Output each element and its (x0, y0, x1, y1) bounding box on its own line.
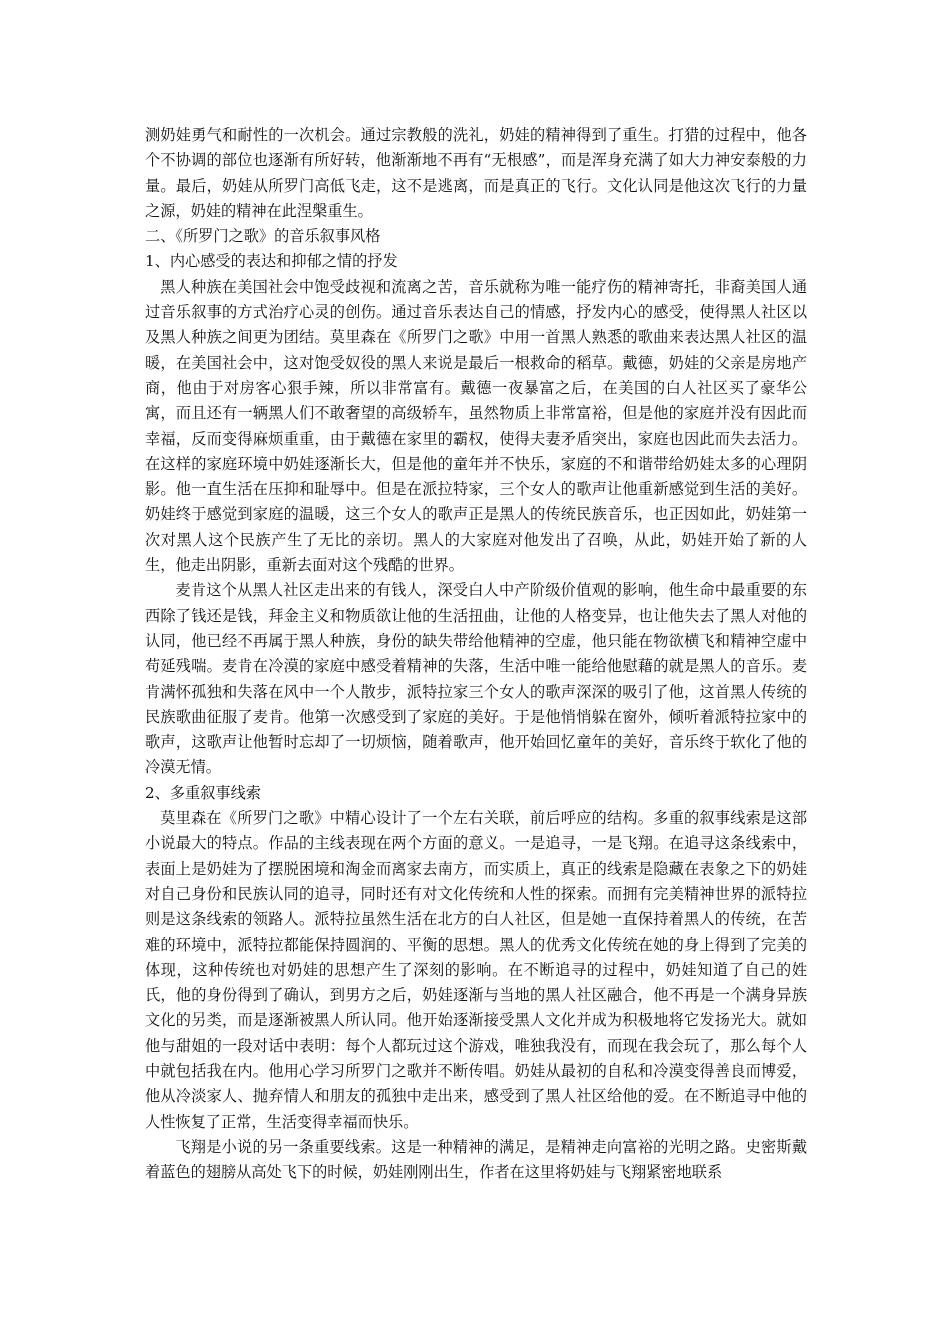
section-heading-music-narrative: 二、《所罗门之歌》的音乐叙事风格 (145, 227, 381, 246)
paragraph-pursuit-thread: 莫里森在《所罗门之歌》中精心设计了一个左右关联，前后呼应的结构。多重的叙事线索是这部小说最大的特点。作品的主线表现在两个方面的意义。一是追寻，一是飞翔。在追寻这条线索中，表面上是奶娃为了摆脱困境和淘金而离家去南方，而实质上，真正的线索是隐藏在表象之下的奶娃对自己身份和民族认同的追寻，同时还有对文化传统和人性的探索。而拥有完美精神世界的派特拉则是这条线索的领路人。派特拉虽然生活在北方的白人社区，但是她一直保持着黑人的传统，在苦难的环境中，派特拉都能保持圆润的、平衡的思想。黑人的优秀文化传统在她的身上得到了完美的体现，这种传统也对奶娃的思想产生了深刻的影响。在不断追寻的过程中，奶娃知道了自己的姓氏，他的身份得到了确认，到男方之后，奶娃逐渐与当地的黑人社区融合，他不再是一个满身异族文化的另类，而是逐渐被黑人所认同。他开始逐渐接受黑人文化并成为积极地将它发扬光大。就如他与甜姐的一段对话中表明：每个人都玩过这个游戏，唯独我没有，而现在我会玩了，那么每个人中就包括我在内。他用心学习所罗门之歌并不断传唱。奶娃从最初的自私和冷漠变得善良而博爱，他从冷淡家人、抛弃情人和朋友的孤独中走出来，感受到了黑人社区给他的爱。在不断追寻中他的人性恢复了正常，生活变得幸福而快乐。 (145, 809, 807, 1131)
document-page (145, 123, 807, 1185)
paragraph-intro: 测奶娃勇气和耐性的一次机会。通过宗教般的洗礼，奶娃的精神得到了重生。打猎的过程中，他各个不协调的部位也逐渐有所好转，他渐渐地不再有“无根感”，而是浑身充满了如大力神安泰般的力量。最后，奶娃从所罗门高低飞走，这不是逃离，而是真正的飞行。文化认同是他这次飞行的力量之源，奶娃的精神在此涅槃重生。 (145, 126, 807, 220)
subsection-heading-multiple-threads: 2、多重叙事线索 (145, 783, 261, 802)
paragraph-macon: 麦肯这个从黑人社区走出来的有钱人，深受白人中产阶级价值观的影响，他生命中最重要的东西除了钱还是钱，拜金主义和物质欲让他的生活扭曲，让他的人格变异，也让他失去了黑人对他的认同，他已经不再属于黑人种族，身份的缺失带给他精神的空虚，他只能在物欲横飞和精神空虚中苟延残喘。麦肯在冷漠的家庭中感受着精神的失落，生活中唯一能给他慰藉的就是黑人的音乐。麦肯满怀孤独和失落在风中一个人散步，派特拉家三个女人的歌声深深的吸引了他，这首黑人传统的民族歌曲征服了麦肯。他第一次感受到了家庭的美好。于是他悄悄躲在窗外，倾听着派特拉家中的歌声，这歌声让他暂时忘却了一切烦恼，随着歌声，他开始回忆童年的美好，音乐终于软化了他的冷漠无情。 (145, 581, 807, 777)
paragraph-black-community-music: 黑人种族在美国社会中饱受歧视和流离之苦，音乐就称为唯一能疗伤的精神寄托，非裔美国人通过音乐叙事的方式治疗心灵的创伤。通过音乐表达自己的情感，抒发内心的感受，使得黑人社区以及黑人种族之间更为团结。莫里森在《所罗门之歌》中用一首黑人熟悉的歌曲来表达黑人社区的温暖，在美国社会中，这对饱受奴役的黑人来说是最后一根救命的稻草。戴德，奶娃的父亲是房地产商，他由于对房客心狠手辣，所以非常富有。戴德一夜暴富之后，在美国的白人社区买了豪华公寓，而且还有一辆黑人们不敢奢望的高级轿车，虽然物质上非常富裕，但是他的家庭并没有因此而幸福，反而变得麻烦重重，由于戴德在家里的霸权，使得夫妻矛盾突出，家庭也因此而失去活力。在这样的家庭环境中奶娃逐渐长大，但是他的童年并不快乐，家庭的不和谐带给奶娃太多的心理阴影。他一直生活在压抑和耻辱中。但是在派拉特家，三个女人的歌声让他重新感觉到生活的美好。奶娃终于感觉到家庭的温暖，这三个女人的歌声正是黑人的传统民族音乐，也正因如此，奶娃第一次对黑人这个民族产生了无比的亲切。黑人的大家庭对他发出了召唤，从此，奶娃开始了新的人生，他走出阴影，重新去面对这个残酷的世界。 (145, 277, 807, 575)
subsection-heading-inner-feelings: 1、内心感受的表达和抑郁之情的抒发 (145, 252, 398, 271)
paragraph-flight-thread: 飞翔是小说的另一条重要线索。这是一种精神的满足，是精神走向富裕的光明之路。史密斯戴着蓝色的翅膀从高处飞下的时候，奶娃刚刚出生，作者在这里将奶娃与飞翔紧密地联系 (145, 1137, 807, 1182)
